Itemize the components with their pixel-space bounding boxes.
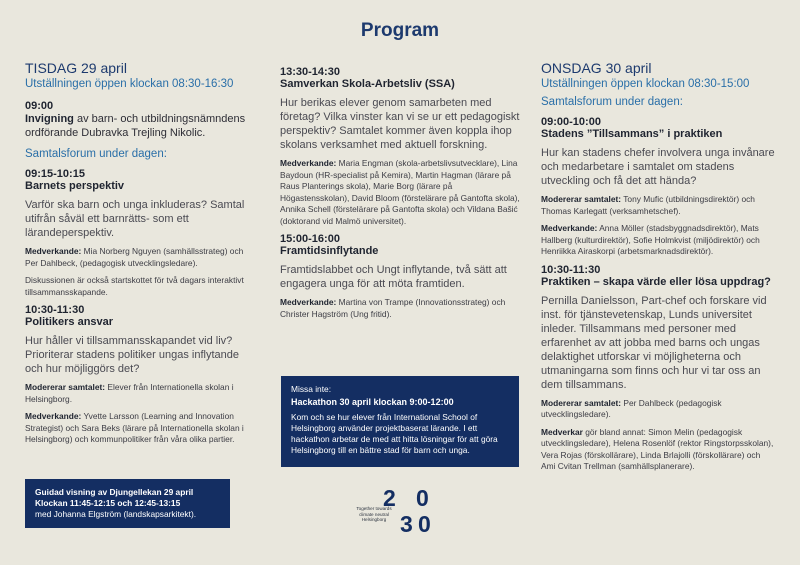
- session-time: 10:30-11:30: [541, 263, 601, 276]
- day-heading: TISDAG 29 april: [25, 60, 127, 76]
- hackathon-box: [281, 376, 519, 467]
- session-question: Hur håller vi tillsammansskapandet vid liv? Prioriterar stadens politiker ungas inflytande och hur möjliggörs det?: [25, 335, 240, 375]
- session-title: Praktiken – skapa värde eller lösa uppdrag?: [541, 275, 771, 288]
- logo-digit-2: 2: [383, 485, 396, 511]
- guided-tour-box: [25, 479, 230, 528]
- session-question: Varför ska barn och unga inkluderas? Samtal utifrån såväl ett barnrätts- som ett lärandeperspektiv.: [25, 199, 245, 239]
- session-title: Samverkan Skola-Arbetsliv (SSA): [280, 78, 455, 90]
- session-time: 09:15-10:15: [25, 168, 85, 180]
- session-question: Hur kan stadens chefer involvera unga invånare och medarbetare i samtalet om stadens utveckling och få det att hända?: [541, 147, 775, 187]
- box-line: Guidad visning av Djungellekan 29 april: [35, 487, 194, 497]
- logo-digit-0: 0: [416, 485, 429, 511]
- box-line: med Johanna Elgström (landskapsarkitekt).: [35, 509, 197, 519]
- session-title: Politikers ansvar: [25, 316, 114, 328]
- logo-digit-0b: 0: [418, 511, 431, 534]
- session-title: Stadens ”Tillsammans” i praktiken: [541, 128, 723, 140]
- column-wednesday: [541, 60, 776, 479]
- session-title: Framtidsinflytande: [280, 245, 379, 257]
- participants: Medverkande: Martina von Trampe (Innovationsstrateg) och Christer Hagström (Ung fritid).: [280, 297, 506, 319]
- opening-hours: Utställningen öppen klockan 08:30-15:00: [541, 78, 750, 90]
- column-tuesday-afternoon: [280, 66, 520, 326]
- box-kicker: Missa inte:: [291, 384, 332, 394]
- participants: Medverkande: Mia Norberg Nguyen (samhällsstrateg) och Per Dahlbeck, (pedagogisk utvecklingsledare).: [25, 246, 244, 268]
- moderator: Modererar samtalet: Tony Mufic (utbildningsdirektör) och Thomas Karlegatt (verksamhetschef).: [541, 194, 755, 216]
- session-note: Diskussionen är också startskottet för två dagars interaktivt tillsammansskapande.: [25, 275, 244, 297]
- session-time: 09:00: [25, 100, 54, 112]
- participants: Medverkande: Yvette Larsson (Learning and Innovation Strategist) och Sara Beks (lärare på Internationella skolan i Helsingborg) och kommunpolitiker från våra olika partier.: [25, 411, 244, 444]
- box-line: Klockan 11:45-12:15 och 12:45-13:15: [35, 498, 181, 508]
- page-title: Program: [360, 20, 440, 41]
- session-time: 13:30-14:30: [280, 66, 340, 78]
- participants: Medverkande: Anna Möller (stadsbyggnadsdirektör), Mats Hallberg (kulturdirektör), Sofie Holmkvist (miljödirektör) och Henriikka Airaskorpi (arbetsmarknadsdirektör).: [541, 223, 760, 256]
- session-time: 15:00-16:00: [280, 233, 340, 245]
- participants: Medverkande: Maria Engman (skola-arbetslivsutvecklare), Lina Baydoun (HR-specialist på Kemira), Martin Hagman (lärare på Raus Planterings skola), Marie Borg (lärare på Högastensskolan), David Bloom (förstelärare på Gantofta skola), Annika Schell (förstelärare på Gantofta skola) och Vildana Bašić (doktorand vid Malmö universitet).: [280, 158, 520, 226]
- column-tuesday: [25, 60, 255, 452]
- session-title: Barnets perspektiv: [25, 180, 125, 192]
- session-time: 09:00-10:00: [541, 116, 601, 128]
- moderator: Modererar samtalet: Elever från Internationella skolan i Helsingborg.: [25, 382, 234, 404]
- session-time: 10:30-11:30: [25, 304, 85, 316]
- session-question: Framtidslabbet och Ungt inflytande, två sätt att engagera unga för att möta framtiden.: [280, 264, 507, 290]
- forum-heading: Samtalsforum under dagen:: [25, 148, 167, 160]
- logo-tagline: Together towards climate neutral Helsingborg: [356, 506, 392, 522]
- participants: Medverkar gör bland annat: Simon Melin (pedagogisk utvecklingsledare), Helena Rosenlöf (rektor Ringstorpsskolan), Vera Rojas (förskollärare), Linda Brlajolli (förskollärare) och Ami Cvitan Trellman (samhällsplanerare).: [541, 426, 774, 471]
- opening-text: Invigning av barn- och utbildningsnämndens ordförande Dubravka Trejling Nikolic.: [25, 113, 246, 139]
- moderator: Modererar samtalet: Per Dahlbeck (pedagogisk utvecklingsledare).: [541, 397, 722, 419]
- logo-digit-3: 3: [400, 511, 413, 534]
- session-question: Pernilla Danielsson, Part-chef och forskare vid inst. för tjänstevetenskap, Lunds universitet inleder. Tillsammans med personer med erfarenhet av att jobba med barns och ungas delaktighet utforskar vi möjligheterna och utmaningarna som finns och hur vi tar oss an dem tillsammans.: [541, 294, 767, 391]
- day-heading: ONSDAG 30 april: [541, 60, 652, 76]
- session-question: Hur berikas elever genom samarbeten med företag? Vilka vinster kan vi se ur ett pedagogiskt perspektiv? Samtalet kommer även koppla ihop skolans verksamhet med aktuell forskning.: [280, 97, 520, 151]
- box-title: Hackathon 30 april klockan 9:00-12:00: [291, 397, 454, 407]
- forum-heading: Samtalsforum under dagen:: [541, 96, 683, 108]
- box-text: Kom och se hur elever från International School of Helsingborg använder projektbaserat lärande. I ett hackathon arbetar de med att hitta lösningar för att göra Helsingborg till en bättre stad för barn och unga.: [291, 412, 498, 455]
- opening-hours: Utställningen öppen klockan 08:30-16:30: [25, 78, 234, 90]
